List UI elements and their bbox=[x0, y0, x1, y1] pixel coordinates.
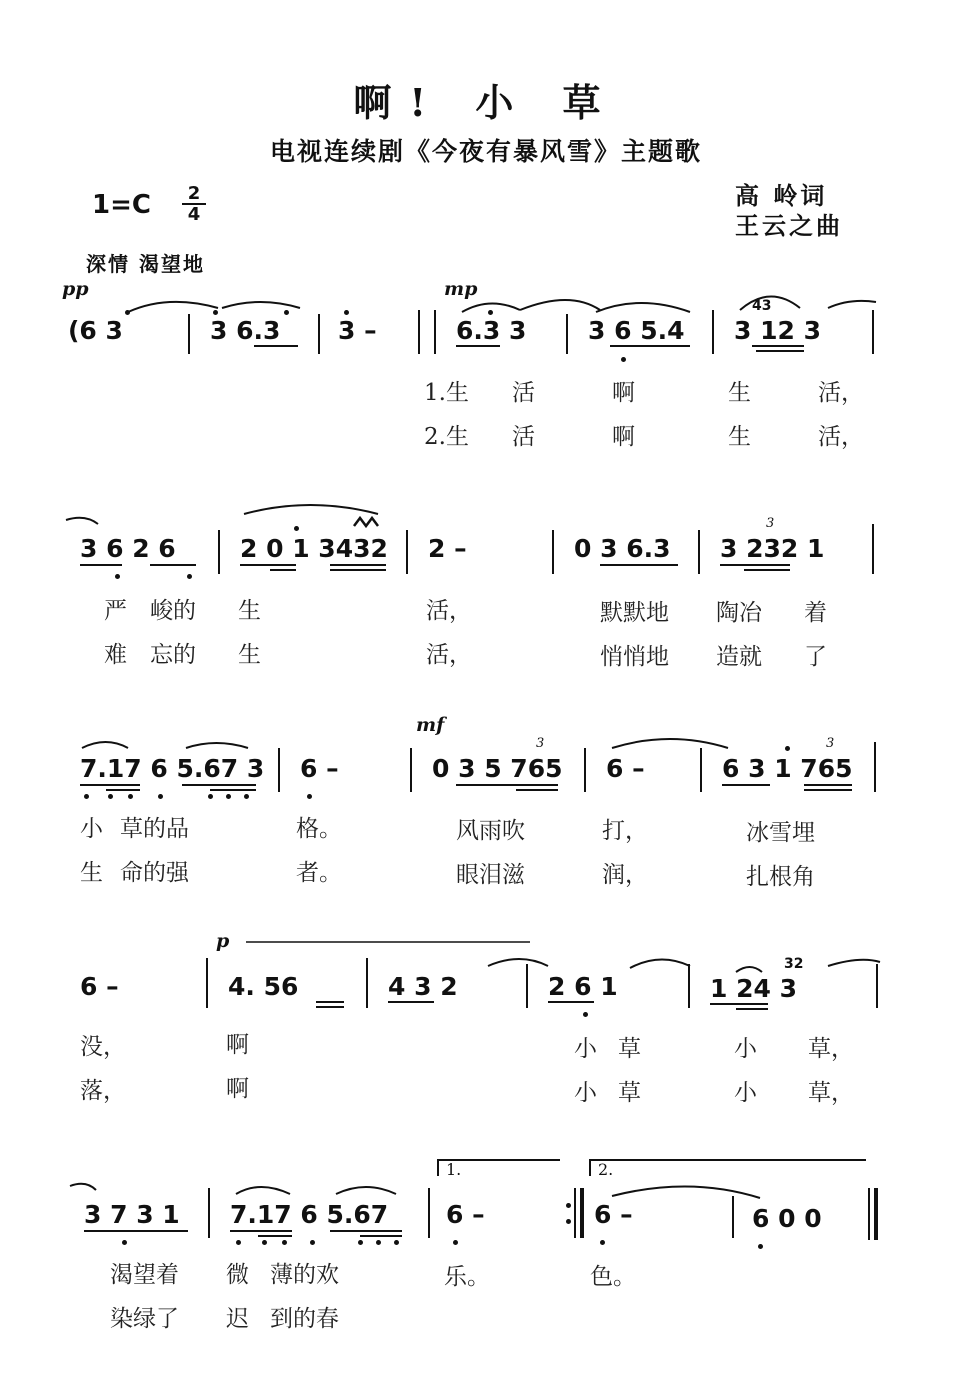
s2-measure-1: 3 6 2 6 bbox=[80, 534, 176, 563]
lyric-v2: 活 bbox=[512, 424, 535, 450]
lyric-v2: 者。 bbox=[296, 860, 342, 886]
note-beam bbox=[756, 350, 804, 352]
note-beam bbox=[330, 564, 386, 566]
s3-measure-3: 0 3 5 765 bbox=[432, 754, 563, 783]
composer-credit: 王云之曲 bbox=[735, 211, 843, 240]
note-beam bbox=[270, 569, 296, 571]
lyric-v1: 格。 bbox=[296, 816, 342, 842]
octave-dot bbox=[125, 310, 130, 315]
s3-measure-2: 6 – bbox=[300, 754, 339, 783]
grace-notes: 32 bbox=[784, 956, 804, 972]
octave-dot-low bbox=[122, 1240, 127, 1245]
octave-dot-low bbox=[758, 1244, 763, 1249]
final-barline bbox=[874, 1188, 878, 1240]
lyric-v1: 乐。 bbox=[444, 1264, 490, 1290]
octave-dot-low bbox=[158, 794, 163, 799]
lyric-v2: 迟 bbox=[226, 1306, 249, 1332]
barline bbox=[868, 1188, 870, 1240]
s5-measure-5: 6 0 0 bbox=[752, 1204, 822, 1233]
octave-dot-low bbox=[208, 794, 213, 799]
s2-measure-5: 3 232 1 bbox=[720, 534, 825, 563]
note-beam bbox=[610, 345, 690, 347]
volta-1: 1. bbox=[446, 1160, 462, 1179]
s1-measure-4: 6.3 3 bbox=[456, 316, 527, 345]
lyric-v2: 生 bbox=[728, 424, 751, 450]
lyric-v1: 色。 bbox=[590, 1264, 636, 1290]
s3-measure-1: 7.17 6 5.67 3 bbox=[80, 754, 265, 783]
lyric-v1: 没， bbox=[80, 1034, 126, 1060]
barline bbox=[876, 964, 878, 1008]
dynamic-p: p bbox=[216, 930, 230, 952]
note-beam bbox=[80, 784, 140, 786]
note-beam bbox=[240, 564, 296, 566]
lyric-v1: 默默地 bbox=[600, 600, 669, 626]
note-beam bbox=[182, 784, 256, 786]
lyric-v1: 活 bbox=[512, 380, 535, 406]
barline bbox=[428, 1188, 430, 1238]
s5-measure-3: 6 – bbox=[446, 1200, 485, 1229]
song-subtitle: 电视连续剧《今夜有暴风雪》主题歌 bbox=[269, 137, 702, 166]
volta-2: 2. bbox=[598, 1160, 614, 1179]
lyric-v1: 啊 bbox=[612, 380, 635, 406]
lyric-v2: 2.生 bbox=[424, 424, 469, 450]
repeat-dot bbox=[566, 1203, 571, 1208]
s1-measure-3: 3 – bbox=[338, 316, 377, 345]
lyric-v1: 薄的欢 bbox=[270, 1262, 339, 1288]
s4-measure-1: 6 – bbox=[80, 972, 119, 1001]
octave-dot-low bbox=[358, 1240, 363, 1245]
s2-measure-3: 2 – bbox=[428, 534, 467, 563]
barline bbox=[732, 1196, 734, 1238]
barline bbox=[566, 314, 568, 354]
barline bbox=[574, 1188, 576, 1238]
lyric-v2: 难 bbox=[104, 642, 127, 668]
octave-dot bbox=[284, 310, 289, 315]
s1-measure-6: 3 12 3 bbox=[734, 316, 821, 345]
triplet-mark: 3 bbox=[766, 516, 775, 531]
s4-measure-3: 4 3 2 bbox=[388, 972, 458, 1001]
barline bbox=[688, 964, 690, 1008]
barline bbox=[584, 748, 586, 792]
s3-measure-4: 6 – bbox=[606, 754, 645, 783]
s5-measure-4: 6 – bbox=[594, 1200, 633, 1229]
barline bbox=[318, 314, 320, 354]
barline bbox=[698, 530, 700, 574]
barline bbox=[410, 748, 412, 792]
lyric-v1: 小 bbox=[734, 1036, 757, 1062]
lyric-v1: 草 bbox=[618, 1036, 641, 1062]
octave-dot-low bbox=[310, 1240, 315, 1245]
lyric-v1: 小 bbox=[80, 816, 103, 842]
octave-dot-low bbox=[84, 794, 89, 799]
note-beam bbox=[84, 1230, 188, 1232]
lyric-v2: 忘的 bbox=[150, 642, 196, 668]
lyric-v1: 啊 bbox=[226, 1032, 249, 1058]
octave-dot bbox=[785, 746, 790, 751]
s2-measure-4: 0 3 6.3 bbox=[574, 534, 671, 563]
lyric-v1: 微 bbox=[226, 1262, 249, 1288]
s5-measure-1: 3 7 3 1 bbox=[84, 1200, 180, 1229]
octave-dot-low bbox=[376, 1240, 381, 1245]
barline bbox=[218, 530, 220, 574]
octave-dot-low bbox=[307, 794, 312, 799]
note-beam bbox=[548, 1001, 594, 1003]
lyric-v2: 生 bbox=[238, 642, 261, 668]
s3-measure-5: 6 3 1 765 bbox=[722, 754, 853, 783]
octave-dot-low bbox=[128, 794, 133, 799]
note-beam bbox=[388, 1001, 434, 1003]
note-beam bbox=[720, 564, 790, 566]
note-beam bbox=[106, 789, 140, 791]
octave-dot-low bbox=[236, 1240, 241, 1245]
lyric-v2: 悄悄地 bbox=[600, 644, 669, 670]
lyric-v2: 啊 bbox=[612, 424, 635, 450]
octave-dot-low bbox=[187, 574, 192, 579]
s4-measure-2: 4. 56 bbox=[228, 972, 299, 1001]
lyric-v1: 渴望着 bbox=[110, 1262, 179, 1288]
lyric-v1: 1.生 bbox=[424, 380, 469, 406]
s4-measure-5: 1 24 3 bbox=[710, 974, 797, 1003]
barline bbox=[872, 524, 874, 574]
lyric-v1: 小 bbox=[574, 1036, 597, 1062]
barline bbox=[700, 748, 702, 792]
note-beam bbox=[80, 564, 122, 566]
octave-dot-low bbox=[115, 574, 120, 579]
note-beam bbox=[316, 1001, 344, 1003]
lyric-v1: 草， bbox=[808, 1036, 854, 1062]
lyric-v2: 染绿了 bbox=[110, 1306, 179, 1332]
octave-dot-low bbox=[600, 1240, 605, 1245]
key-signature: 1=C bbox=[92, 190, 151, 220]
lyric-v1: 冰雪埋 bbox=[746, 820, 815, 846]
octave-dot bbox=[488, 310, 493, 315]
lyric-v1: 打， bbox=[602, 818, 648, 844]
lyric-v2: 生 bbox=[80, 860, 103, 886]
note-beam bbox=[722, 784, 770, 786]
s4-measure-4: 2 6 1 bbox=[548, 972, 618, 1001]
lyric-v1: 生 bbox=[728, 380, 751, 406]
note-beam bbox=[736, 1008, 768, 1010]
barline bbox=[552, 530, 554, 574]
barline bbox=[188, 314, 190, 354]
dynamic-mp: mp bbox=[444, 278, 478, 300]
barline bbox=[418, 310, 420, 354]
note-beam bbox=[456, 345, 500, 347]
octave-dot-low bbox=[244, 794, 249, 799]
lyric-v2: 落， bbox=[80, 1078, 126, 1104]
note-beam bbox=[254, 345, 298, 347]
note-beam bbox=[804, 789, 852, 791]
lyric-v1: 生 bbox=[238, 598, 261, 624]
lyric-v2: 草 bbox=[618, 1080, 641, 1106]
lyric-v1: 陶冶 bbox=[716, 600, 762, 626]
lyric-v1: 活， bbox=[818, 380, 864, 406]
barline bbox=[712, 310, 714, 354]
triplet-mark: 3 bbox=[826, 736, 835, 751]
lyric-v1: 峻的 bbox=[150, 598, 196, 624]
octave-dot-low bbox=[394, 1240, 399, 1245]
barline bbox=[872, 310, 874, 354]
lyric-v2: 小 bbox=[574, 1080, 597, 1106]
note-beam bbox=[360, 1235, 402, 1237]
s5-measure-2: 7.17 6 5.67 bbox=[230, 1200, 389, 1229]
grace-notes: 43 bbox=[752, 298, 772, 314]
octave-dot-low bbox=[282, 1240, 287, 1245]
time-denominator: 4 bbox=[187, 204, 201, 225]
note-beam bbox=[316, 1006, 344, 1008]
lyric-v2: 眼泪滋 bbox=[456, 862, 525, 888]
song-title: 啊! 小 草 bbox=[353, 80, 619, 125]
lyric-v2: 了 bbox=[804, 644, 827, 670]
barline bbox=[208, 1188, 210, 1238]
barline bbox=[526, 964, 528, 1008]
tempo-marking: 深情 渴望地 bbox=[86, 252, 205, 276]
barline bbox=[366, 958, 368, 1008]
s2-measure-2: 2 0 1 3432 bbox=[240, 534, 388, 563]
repeat-dot bbox=[566, 1219, 571, 1224]
note-beam bbox=[258, 1235, 292, 1237]
octave-dot-low bbox=[621, 357, 626, 362]
lyric-v1: 草的品 bbox=[120, 816, 189, 842]
note-beam bbox=[210, 789, 256, 791]
s1-measure-2: 3 6.3 bbox=[210, 316, 281, 345]
lyric-v1: 活， bbox=[426, 598, 472, 624]
octave-dot-low bbox=[262, 1240, 267, 1245]
barline bbox=[278, 748, 280, 792]
note-beam bbox=[744, 569, 790, 571]
lyricist-credit: 高 岭词 bbox=[735, 181, 828, 210]
lyric-v2: 到的春 bbox=[270, 1306, 339, 1332]
note-beam bbox=[230, 1230, 292, 1232]
s1-measure-5: 3 6 5.4 bbox=[588, 316, 685, 345]
note-beam bbox=[710, 1003, 768, 1005]
barline bbox=[434, 310, 436, 354]
note-beam bbox=[330, 569, 386, 571]
repeat-barline bbox=[580, 1188, 584, 1238]
triplet-mark: 3 bbox=[536, 736, 545, 751]
note-beam bbox=[804, 784, 852, 786]
lyric-v2: 造就 bbox=[716, 644, 762, 670]
lyric-v2: 小 bbox=[734, 1080, 757, 1106]
lyric-v2: 命的强 bbox=[120, 860, 189, 886]
note-beam bbox=[600, 564, 678, 566]
octave-dot bbox=[294, 526, 299, 531]
octave-dot bbox=[213, 310, 218, 315]
lyric-v2: 润， bbox=[602, 862, 648, 888]
octave-dot bbox=[344, 310, 349, 315]
lyric-v1: 严 bbox=[104, 598, 127, 624]
note-beam bbox=[150, 564, 196, 566]
lyric-v1: 风雨吹 bbox=[456, 818, 525, 844]
time-numerator: 2 bbox=[182, 184, 206, 205]
note-beam bbox=[456, 784, 558, 786]
note-beam bbox=[516, 789, 558, 791]
lyric-v2: 扎根角 bbox=[746, 864, 815, 890]
barline bbox=[406, 530, 408, 574]
octave-dot-low bbox=[453, 1240, 458, 1245]
note-beam bbox=[752, 345, 804, 347]
barline bbox=[206, 958, 208, 1008]
note-beam bbox=[330, 1230, 402, 1232]
octave-dot-low bbox=[583, 1012, 588, 1017]
lyric-v2: 草， bbox=[808, 1080, 854, 1106]
octave-dot-low bbox=[108, 794, 113, 799]
dynamic-mf: mf bbox=[416, 714, 445, 736]
lyric-v1: 着 bbox=[804, 600, 827, 626]
lyric-v2: 活， bbox=[818, 424, 864, 450]
s1-measure-1: (6 3 bbox=[68, 316, 123, 345]
dynamic-pp: pp bbox=[62, 278, 89, 300]
lyric-v2: 活， bbox=[426, 642, 472, 668]
lyric-v2: 啊 bbox=[226, 1076, 249, 1102]
octave-dot-low bbox=[226, 794, 231, 799]
barline bbox=[874, 742, 876, 792]
